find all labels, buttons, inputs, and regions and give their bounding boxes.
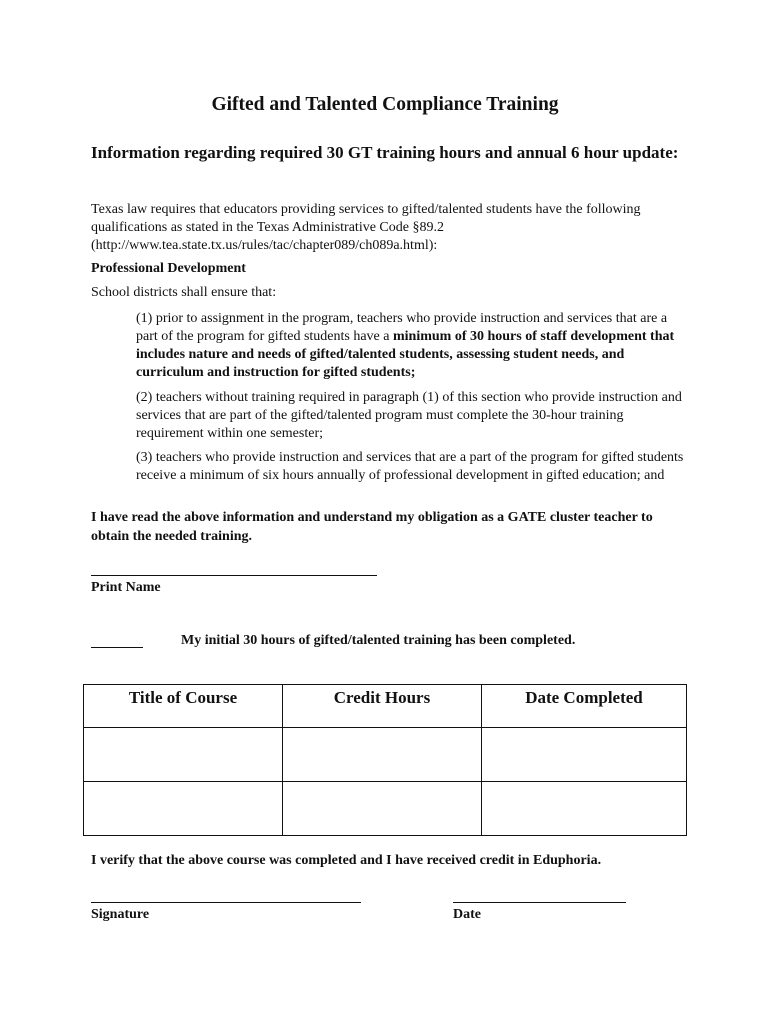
- header-credit-hours: Credit Hours: [282, 685, 481, 728]
- table-cell[interactable]: [481, 782, 686, 836]
- requirement-item-3: (3) teachers who provide instruction and services that are a part of the program for gifted students receive a minimum of six hours annually of professional development in gifted education; and: [136, 450, 684, 483]
- header-title-of-course: Title of Course: [84, 685, 283, 728]
- intro-paragraph: Texas law requires that educators providing services to gifted/talented students have the following qualifications as stated in the Texas Administrative Code §89.2 (http://www.tea.state.tx.us/rules/tac/chapter089/ch089a.html):: [91, 202, 641, 253]
- table-cell[interactable]: [481, 728, 686, 782]
- table-cell[interactable]: [84, 728, 283, 782]
- print-name-line[interactable]: [91, 575, 377, 576]
- completion-statement: My initial 30 hours of gifted/talented training has been completed.: [181, 633, 576, 648]
- lead-in-text: School districts shall ensure that:: [91, 285, 277, 300]
- date-label: Date: [453, 907, 481, 922]
- header-date-completed: Date Completed: [481, 685, 686, 728]
- section-heading: Professional Development: [91, 261, 246, 276]
- document-subtitle: Information regarding required 30 GT training hours and annual 6 hour update:: [91, 143, 679, 162]
- signature-line[interactable]: [91, 902, 361, 903]
- requirement-item-2: (2) teachers without training required in paragraph (1) of this section who provide instruction and services that are part of the gifted/talented program must complete the 30-hour training requirement within one semester;: [136, 390, 682, 441]
- date-line[interactable]: [453, 902, 626, 903]
- table-row: [84, 728, 687, 782]
- table-header-row: [84, 685, 687, 728]
- table-cell[interactable]: [84, 782, 283, 836]
- initials-line[interactable]: [91, 647, 143, 648]
- signature-label: Signature: [91, 907, 150, 922]
- requirement-item-1-bold: minimum of 30 hours of staff development that includes nature and needs of gifted/talented students, assessing student needs, and curriculum and instruction for gifted students;: [136, 329, 675, 380]
- table-cell[interactable]: [282, 782, 481, 836]
- requirement-item-1-text: (1) prior to assignment in the program, teachers who provide instruction and services that are a part of the program for gifted students have a: [136, 311, 668, 344]
- table-cell[interactable]: [282, 728, 481, 782]
- table-row: [84, 782, 687, 836]
- course-table: [83, 684, 687, 836]
- acknowledgement-statement: I have read the above information and understand my obligation as a GATE cluster teacher to obtain the needed training.: [91, 510, 653, 544]
- requirement-item-1: [136, 310, 684, 382]
- print-name-label: Print Name: [91, 580, 161, 595]
- verify-statement: I verify that the above course was completed and I have received credit in Eduphoria.: [91, 853, 602, 868]
- document-title: Gifted and Talented Compliance Training: [211, 94, 559, 115]
